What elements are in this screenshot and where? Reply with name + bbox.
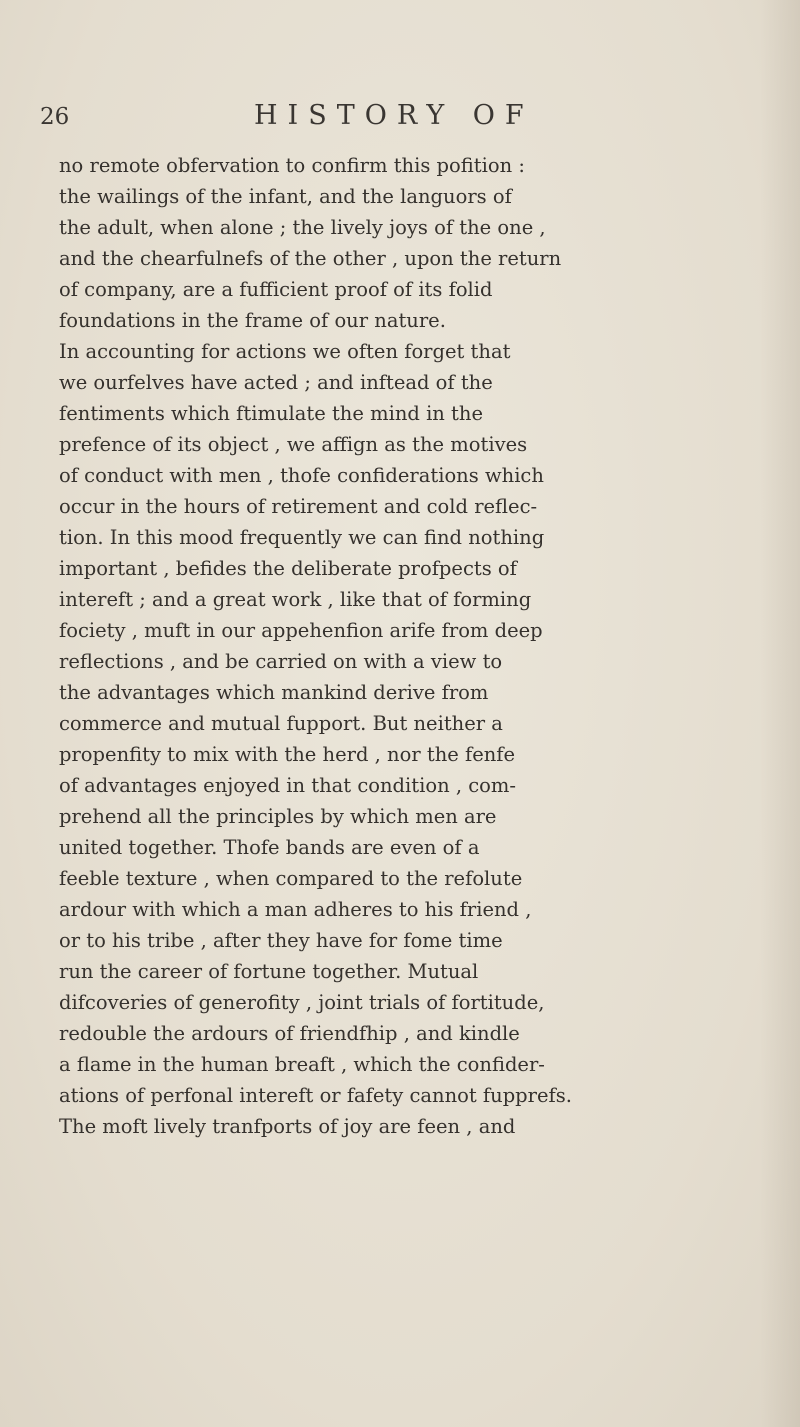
text-line: we ourfelves have acted ; and inftead of the	[59, 371, 493, 394]
body-text	[59, 150, 779, 1142]
text-line: the adult, when alone ; the lively joys of the one ,	[59, 216, 546, 239]
text-line: of conduct with men , thofe confiderations which	[59, 464, 544, 487]
text-line: ardour with which a man adheres to his friend ,	[59, 898, 532, 921]
text-line: prehend all the principles by which men are	[59, 805, 497, 828]
text-line: and the chearfulnefs of the other , upon the return	[59, 247, 562, 270]
running-head-title: HISTORY OF	[254, 100, 534, 131]
text-line: the wailings of the infant, and the languors of	[59, 185, 512, 208]
text-line: of company, are a fufficient proof of its folid	[59, 278, 493, 301]
text-line: propenfity to mix with the herd , nor the fenfe	[59, 743, 516, 766]
text-line: of advantages enjoyed in that condition , com-	[59, 774, 516, 797]
text-line: The moft lively tranfports of joy are feen , and	[59, 1115, 516, 1138]
text-line: difcoveries of generofity , joint trials of fortitude,	[59, 991, 545, 1014]
text-line: ations of perfonal intereft or fafety cannot fupprefs.	[59, 1084, 572, 1107]
text-line: foundations in the frame of our nature.	[59, 309, 446, 332]
text-line: In accounting for actions we often forget that	[59, 340, 511, 363]
text-line: commerce and mutual fupport. But neither a	[59, 712, 503, 735]
text-line: feeble texture , when compared to the refolute	[59, 867, 523, 890]
text-line: run the career of fortune together. Mutual	[59, 960, 479, 983]
text-line: intereft ; and a great work , like that of forming	[59, 588, 532, 611]
text-line: redouble the ardours of friendfhip , and kindle	[59, 1022, 520, 1045]
text-line: fociety , muft in our appehenfion arife from deep	[59, 619, 543, 642]
text-line: important , befides the deliberate profpects of	[59, 557, 517, 580]
page-number: 26	[40, 104, 70, 130]
text-line: the advantages which mankind derive from	[59, 681, 489, 704]
running-head	[40, 100, 760, 140]
text-line: tion. In this mood frequently we can find nothing	[59, 526, 545, 549]
text-line: no remote obfervation to confirm this pofition :	[59, 154, 525, 177]
text-line: united together. Thofe bands are even of a	[59, 836, 480, 859]
text-line: reflections , and be carried on with a view to	[59, 650, 503, 673]
text-line: or to his tribe , after they have for fome time	[59, 929, 503, 952]
text-line: fentiments which ftimulate the mind in the	[59, 402, 483, 425]
text-line: a flame in the human breaft , which the confider-	[59, 1053, 545, 1076]
text-line: occur in the hours of retirement and cold reflec-	[59, 495, 538, 518]
text-line: prefence of its object , we affign as the motives	[59, 433, 528, 456]
